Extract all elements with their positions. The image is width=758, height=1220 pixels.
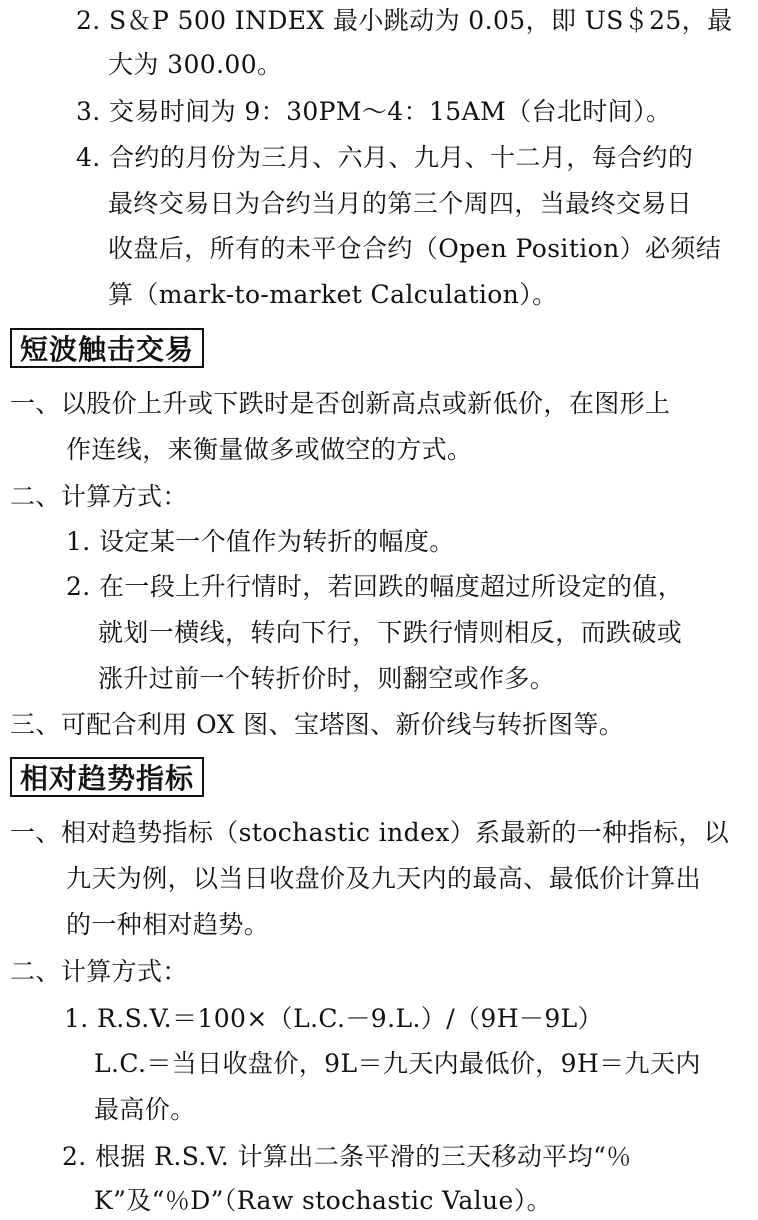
item-3-number: 3.: [76, 97, 101, 126]
sec3-p2-marker: 二、: [10, 957, 61, 986]
sec2-sub1-line: [66, 525, 455, 559]
sec2-sub2-line-3: 涨升过前一个转折价时，则翻空或作多。: [98, 664, 556, 693]
sec3-p1-line-1: [10, 816, 729, 850]
item-4-number: 4.: [76, 143, 101, 172]
sec3-p1-marker: 一、: [10, 818, 61, 847]
sec3-p2-line: [10, 955, 188, 989]
item-4-line-1: [76, 141, 693, 175]
sec3-sub2-line-1: [62, 1140, 632, 1174]
sec2-p3-marker: 三、: [10, 710, 61, 739]
sec2-sub2-text: 在一段上升行情时，若回跌的幅度超过所设定的值，: [99, 572, 684, 601]
sec3-sub2-number: 2.: [62, 1142, 87, 1171]
item-3-line-1: [76, 95, 671, 129]
sec2-sub2-line-2: 就划一横线，转向下行，下跌行情则相反，而跌破或: [98, 618, 683, 647]
sec2-p1-line-2: 作连线，来衡量做多或做空的方式。: [66, 435, 473, 464]
sec2-p2-text: 计算方式：: [60, 482, 188, 511]
sec3-sub1-formula-line: [64, 1002, 603, 1036]
sec3-sub2-text: 根据 R.S.V. 计算出二条平滑的三天移动平均“％: [95, 1142, 632, 1171]
sec2-p2-line: [10, 480, 188, 514]
sec2-p1-text: 以股价上升或下跌时是否创新高点或新低价，在图形上: [60, 389, 671, 418]
item-4-line-4: 算（mark-to-market Calculation）。: [108, 280, 558, 309]
item-4-text: 合约的月份为三月、六月、九月、十二月，每合约的: [109, 143, 694, 172]
section-heading-short-wave: 短波触击交易: [10, 328, 204, 368]
item-2-number: 2.: [76, 6, 101, 35]
sec2-p3-line: [10, 708, 624, 742]
item-2-line-2: 大为 300.00。: [108, 50, 283, 79]
item-4-line-2: 最终交易日为合约当月的第三个周四，当最终交易日: [108, 189, 693, 218]
sec2-p3-text: 可配合利用 OX 图、宝塔图、新价线与转折图等。: [60, 710, 625, 739]
sec3-p1-line-3: 的一种相对趋势。: [66, 910, 270, 939]
sec3-p1-text: 相对趋势指标（stochastic index）系最新的一种指标，以: [60, 818, 730, 847]
sec3-sub1-formula: R.S.V.＝100×（L.C.－9.L.）/（9H－9L）: [97, 1004, 604, 1033]
item-3-text: 交易时间为 9：30PM～4：15AM（台北时间）。: [109, 97, 672, 126]
sec3-sub2-line-2: K”及“％D”（Raw stochastic Value）。: [94, 1186, 553, 1215]
section-heading-stochastic: 相对趋势指标: [10, 757, 204, 797]
sec3-p2-text: 计算方式：: [60, 957, 188, 986]
sec2-p2-marker: 二、: [10, 482, 61, 511]
sec2-sub1-number: 1.: [66, 527, 91, 556]
sec2-p1-line-1: [10, 387, 670, 421]
sec3-sub1-line-3: 最高价。: [94, 1095, 196, 1124]
item-2-line-1: [76, 4, 733, 38]
sec3-sub1-number: 1.: [64, 1004, 89, 1033]
sec3-sub1-line-2: L.C.＝当日收盘价，9L＝九天内最低价，9H＝九天内: [94, 1049, 701, 1078]
sec3-p1-line-2: 九天为例，以当日收盘价及九天内的最高、最低价计算出: [66, 864, 702, 893]
item-2-text: S＆P 500 INDEX 最小跳动为 0.05，即 US＄25，最: [109, 6, 733, 35]
sec2-sub1-text: 设定某一个值作为转折的幅度。: [99, 527, 455, 556]
sec2-sub2-number: 2.: [66, 572, 91, 601]
item-4-line-3: 收盘后，所有的未平仓合约（Open Position）必须结: [108, 234, 722, 263]
sec2-p1-marker: 一、: [10, 389, 61, 418]
sec2-sub2-line-1: [66, 570, 683, 604]
